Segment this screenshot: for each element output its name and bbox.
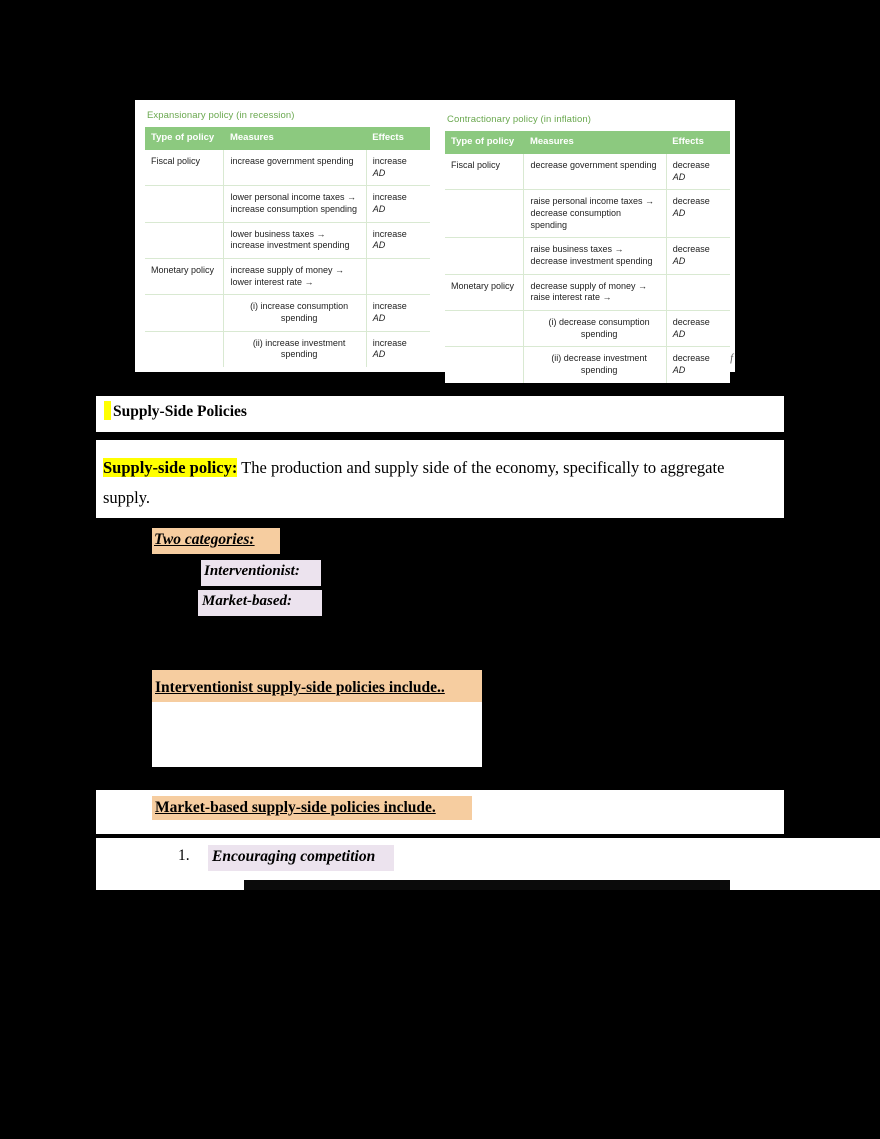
effect-ad: AD — [672, 207, 686, 218]
interventionist-content-band — [152, 702, 482, 767]
cell-type: Monetary policy — [445, 274, 524, 310]
effect-ad: AD — [672, 328, 686, 339]
effect-text: decrease — [672, 244, 710, 255]
list-item-number: 1. — [178, 847, 190, 864]
cell-effect — [666, 311, 730, 347]
highlight-marker — [104, 401, 111, 420]
cell-type: Monetary policy — [145, 259, 224, 295]
column-header-measures: Measures — [524, 131, 666, 154]
interventionist-heading: Interventionist supply-side policies include.. — [155, 679, 445, 696]
column-header-type: Type of policy — [445, 131, 524, 154]
cell-effect — [366, 331, 430, 367]
section-heading-band — [96, 396, 784, 432]
cell-measure: increase government spending — [224, 150, 366, 186]
cell-measure: decrease government spending — [524, 154, 666, 190]
table-row — [145, 331, 430, 367]
table-row — [445, 311, 730, 347]
two-categories-label: Two categories: — [154, 531, 255, 548]
cell-type: Fiscal policy — [145, 150, 224, 186]
cut-off-text-line — [244, 880, 730, 890]
cell-effect — [666, 238, 730, 274]
cell-type: Fiscal policy — [445, 154, 524, 190]
table-row — [145, 186, 430, 222]
category-market-based-label: Market-based: — [202, 593, 292, 609]
effect-text: decrease — [672, 159, 710, 170]
table-header-row — [145, 127, 430, 150]
effect-ad: AD — [372, 313, 386, 324]
cell-measure: lower business taxes → increase investment spending — [224, 222, 366, 258]
effect-ad: AD — [672, 365, 686, 376]
table-row — [445, 154, 730, 190]
cell-measure: raise business taxes → decrease investment spending — [524, 238, 666, 274]
contractionary-policy-table — [445, 100, 730, 383]
effect-text: increase — [372, 228, 407, 239]
table-header-row — [445, 131, 730, 154]
table-row — [145, 295, 430, 331]
cell-measure: (i) decrease consumption spending — [524, 311, 666, 347]
column-header-measures: Measures — [224, 127, 366, 150]
expansionary-policy-table — [145, 100, 430, 367]
definition-paragraph — [103, 453, 775, 513]
cell-effect — [366, 222, 430, 258]
cell-effect — [666, 154, 730, 190]
cell-effect — [666, 190, 730, 238]
cell-type — [145, 331, 224, 367]
market-based-heading: Market-based supply-side policies include. — [155, 799, 436, 816]
expansionary-table — [145, 127, 430, 367]
column-header-type: Type of policy — [145, 127, 224, 150]
effect-text: decrease — [672, 353, 710, 364]
page-title: Supply-Side Policies — [113, 403, 247, 420]
cell-effect — [366, 186, 430, 222]
cell-type — [445, 311, 524, 347]
table-row — [145, 222, 430, 258]
cell-effect — [666, 274, 730, 310]
cell-effect — [366, 259, 430, 295]
table-row — [445, 347, 730, 383]
effect-ad: AD — [672, 171, 686, 182]
cell-type — [145, 186, 224, 222]
cell-type — [445, 238, 524, 274]
category-interventionist-label: Interventionist: — [204, 563, 300, 579]
effect-text: decrease — [672, 196, 710, 207]
cell-measure: lower personal income taxes → increase consumption spending — [224, 186, 366, 222]
cell-type — [445, 190, 524, 238]
cell-measure: increase supply of money → lower interest rate → — [224, 259, 366, 295]
cell-measure: (ii) decrease investment spending — [524, 347, 666, 383]
cell-measure: decrease supply of money → raise interest rate → — [524, 274, 666, 310]
column-header-effects: Effects — [666, 131, 730, 154]
figure-corner-mark: f — [730, 353, 733, 364]
cell-type — [145, 295, 224, 331]
policy-tables-figure — [135, 100, 735, 376]
cell-effect — [666, 347, 730, 383]
column-header-effects: Effects — [366, 127, 430, 150]
effect-text: increase — [372, 337, 407, 348]
definition-body: The production and supply side of the economy, specifically to aggregate supply. — [103, 458, 725, 507]
effect-ad: AD — [372, 240, 386, 251]
table-row — [445, 190, 730, 238]
table-row — [145, 259, 430, 295]
effect-text: increase — [372, 301, 407, 312]
cell-effect — [366, 295, 430, 331]
cell-measure: (i) increase consumption spending — [224, 295, 366, 331]
cell-measure: raise personal income taxes → decrease consumption spending — [524, 190, 666, 238]
expansionary-table-caption: Expansionary policy (in recession) — [147, 110, 295, 121]
effect-ad: AD — [372, 349, 386, 360]
cell-type — [445, 347, 524, 383]
effect-text: increase — [372, 155, 407, 166]
cell-type — [145, 222, 224, 258]
contractionary-table-caption: Contractionary policy (in inflation) — [447, 114, 592, 125]
effect-text: decrease — [672, 317, 710, 328]
cell-measure: (ii) increase investment spending — [224, 331, 366, 367]
contractionary-table — [445, 131, 730, 383]
table-row — [445, 274, 730, 310]
definition-band — [96, 440, 784, 518]
table-row — [145, 150, 430, 186]
definition-term: Supply-side policy: — [103, 458, 238, 477]
effect-ad: AD — [372, 203, 386, 214]
effect-ad: AD — [372, 167, 386, 178]
list-item: Encouraging competition — [212, 848, 376, 865]
cell-effect — [366, 150, 430, 186]
effect-ad: AD — [672, 256, 686, 267]
table-row — [445, 238, 730, 274]
effect-text: increase — [372, 192, 407, 203]
